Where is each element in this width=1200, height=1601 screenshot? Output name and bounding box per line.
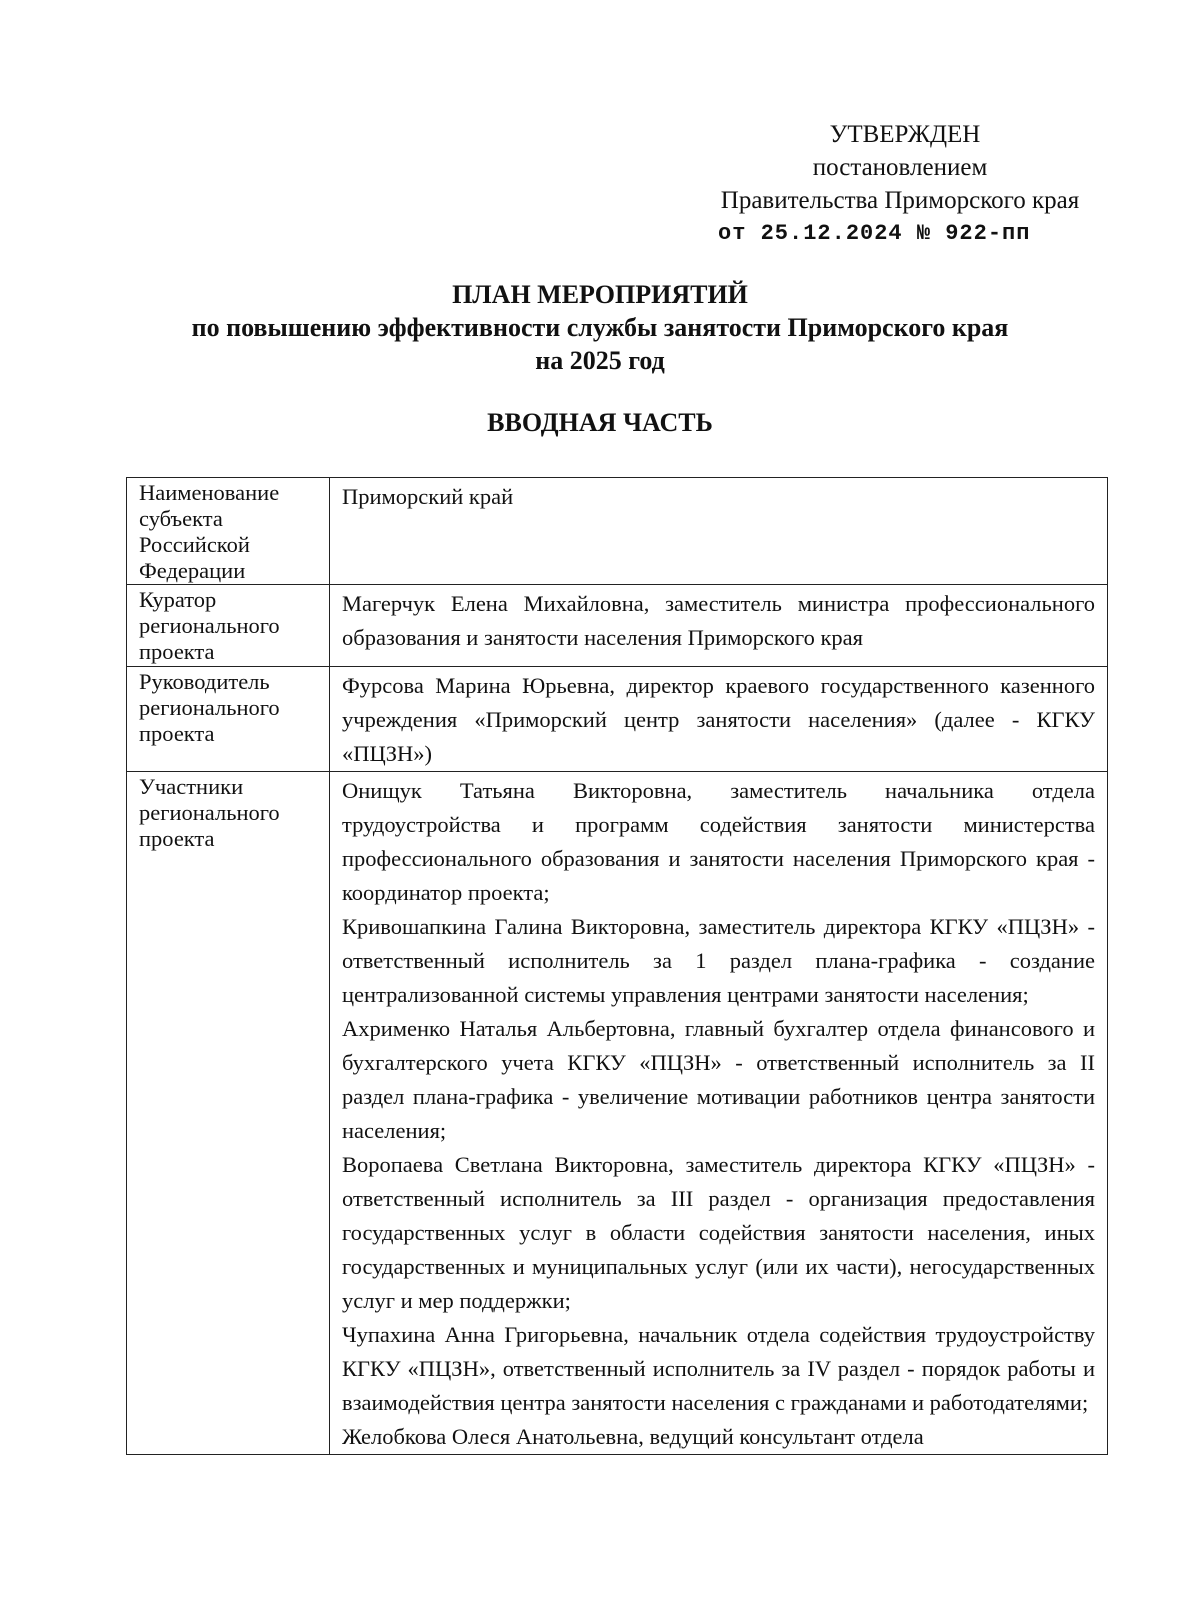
row-paragraph: Ахрименко Наталья Альбертовна, главный бухгалтер отдела финансового и бухгалтерского учета КГКУ «ПЦЗН» - ответственный исполнитель за II раздел плана-графика - увеличение мотивации работников центра занятости населения; xyxy=(342,1016,1095,1143)
table-row xyxy=(127,772,1108,1455)
heading-line-2: по повышению эффективности службы занятости Приморского края xyxy=(191,313,1009,342)
approval-title: УТВЕРЖДЕН xyxy=(829,121,981,148)
heading-line-1: ПЛАН МЕРОПРИЯТИЙ xyxy=(452,280,748,309)
row-paragraph: Онищук Татьяна Викторовна, заместитель начальника отдела трудоустройства и программ содействия занятости министерства профессионального образования и занятости населения Приморского края - координатор проекта; xyxy=(342,778,1095,905)
row-label: Куратор регионального проекта xyxy=(127,585,330,667)
approval-line-2: Правительства Приморского края xyxy=(720,187,1080,214)
row-label: Руководитель регионального проекта xyxy=(127,667,330,772)
approval-number: от 25.12.2024 № 922-пп xyxy=(718,221,1031,246)
row-label: Наименование субъекта Российской Федерации xyxy=(127,478,330,585)
row-paragraph: Магерчук Елена Михайловна, заместитель министра профессионального образования и занятости населения Приморского края xyxy=(342,591,1095,650)
row-paragraph: Воропаева Светлана Викторовна, заместитель директора КГКУ «ПЦЗН» - ответственный исполнитель за III раздел - организация предоставления государственных услуг в области содействия занятости населения, иных государственных и муниципальных услуг (или их части), негосударственных услуг и мер поддержки; xyxy=(342,1152,1095,1313)
row-paragraph: Кривошапкина Галина Викторовна, заместитель директора КГКУ «ПЦЗН» - ответственный исполнитель за 1 раздел плана-графика - создание централизованной системы управления центрами занятости населения; xyxy=(342,914,1095,1007)
row-value xyxy=(330,585,1108,667)
row-paragraph: Фурсова Марина Юрьевна, директор краевого государственного казенного учреждения «Приморский центр занятости населения» (далее - КГКУ «ПЦЗН») xyxy=(342,673,1095,766)
row-paragraph: Чупахина Анна Григорьевна, начальник отдела содействия трудоустройству КГКУ «ПЦЗН», ответственный исполнитель за IV раздел - порядок работы и взаимодействия центра занятости населения с гражданами и работодателями; xyxy=(342,1322,1095,1415)
approval-block xyxy=(690,118,1110,250)
table-row xyxy=(127,478,1108,585)
table-row xyxy=(127,585,1108,667)
approval-line-1: постановлением xyxy=(812,154,988,181)
row-paragraph: Желобкова Олеся Анатольевна, ведущий консультант отдела xyxy=(342,1424,924,1449)
table-row xyxy=(127,667,1108,772)
row-value xyxy=(330,667,1108,772)
section-title: ВВОДНАЯ ЧАСТЬ xyxy=(487,408,713,437)
row-paragraph: Приморский край xyxy=(342,484,514,509)
document-heading xyxy=(0,278,1200,377)
intro-table xyxy=(126,477,1108,1455)
row-label: Участники регионального проекта xyxy=(127,772,330,1455)
row-value xyxy=(330,478,1108,585)
heading-line-3: на 2025 год xyxy=(535,346,665,375)
row-value xyxy=(330,772,1108,1455)
